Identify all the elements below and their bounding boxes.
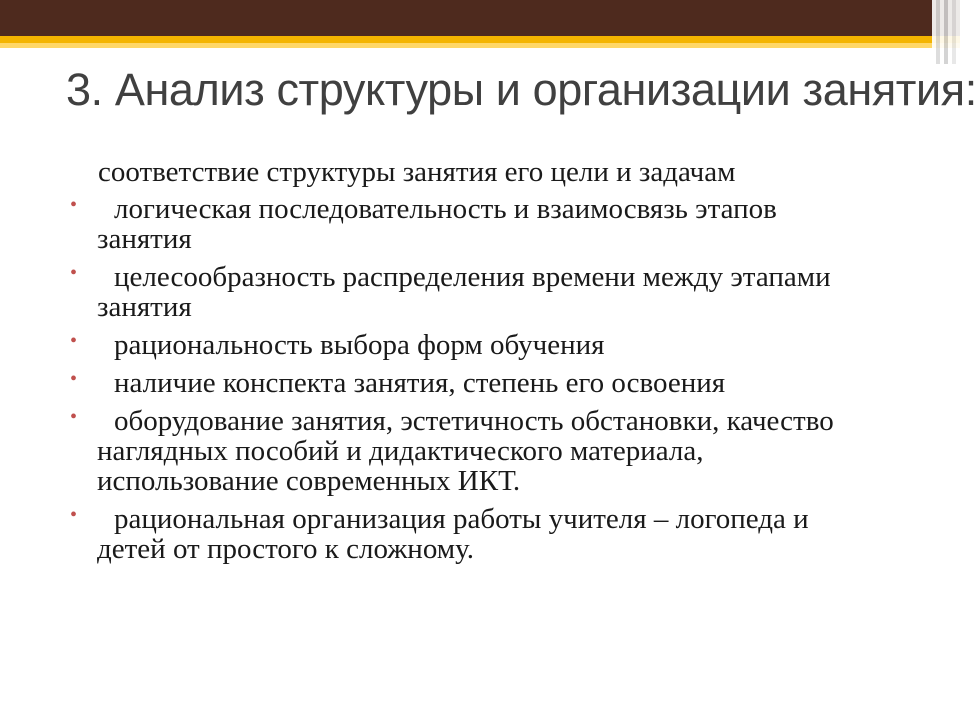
list-item-text: оборудование занятия, эстетичность обстановки, качество наглядных пособий и дидактического материала, использование современных ИКТ. xyxy=(97,405,834,497)
list-item xyxy=(0,368,857,398)
list-item xyxy=(0,406,857,496)
list-item xyxy=(0,504,857,564)
page-title: 3. Анализ структуры и организации занятия: xyxy=(66,64,977,115)
bullet-icon: • xyxy=(70,262,78,284)
list-item xyxy=(0,262,857,322)
list-item-text: наличие конспекта занятия, степень его освоения xyxy=(114,367,726,399)
bullet-icon: • xyxy=(70,504,78,526)
corner-accent xyxy=(932,0,960,64)
content-area xyxy=(0,156,960,588)
header-gold-stripe xyxy=(0,36,960,43)
partial-first-line: соответствие структуры занятия его цели и задачам xyxy=(98,156,736,188)
bullet-icon: • xyxy=(70,194,78,216)
bullet-icon: • xyxy=(70,368,78,390)
bullet-icon: • xyxy=(70,330,78,352)
header-gold-stripe-light xyxy=(0,43,960,48)
bullet-icon: • xyxy=(70,406,78,428)
list-item-text: целесообразность распределения времени между этапами занятия xyxy=(97,261,831,323)
list-item xyxy=(0,194,857,254)
list-item-text: логическая последовательность и взаимосвязь этапов занятия xyxy=(97,193,777,255)
list-item-text: рациональность выбора форм обучения xyxy=(114,329,605,361)
list-item xyxy=(0,330,857,360)
bullet-list xyxy=(0,194,960,572)
list-item-text: рациональная организация работы учителя – логопеда и детей от простого к сложному. xyxy=(97,503,809,565)
header-band xyxy=(0,0,960,36)
